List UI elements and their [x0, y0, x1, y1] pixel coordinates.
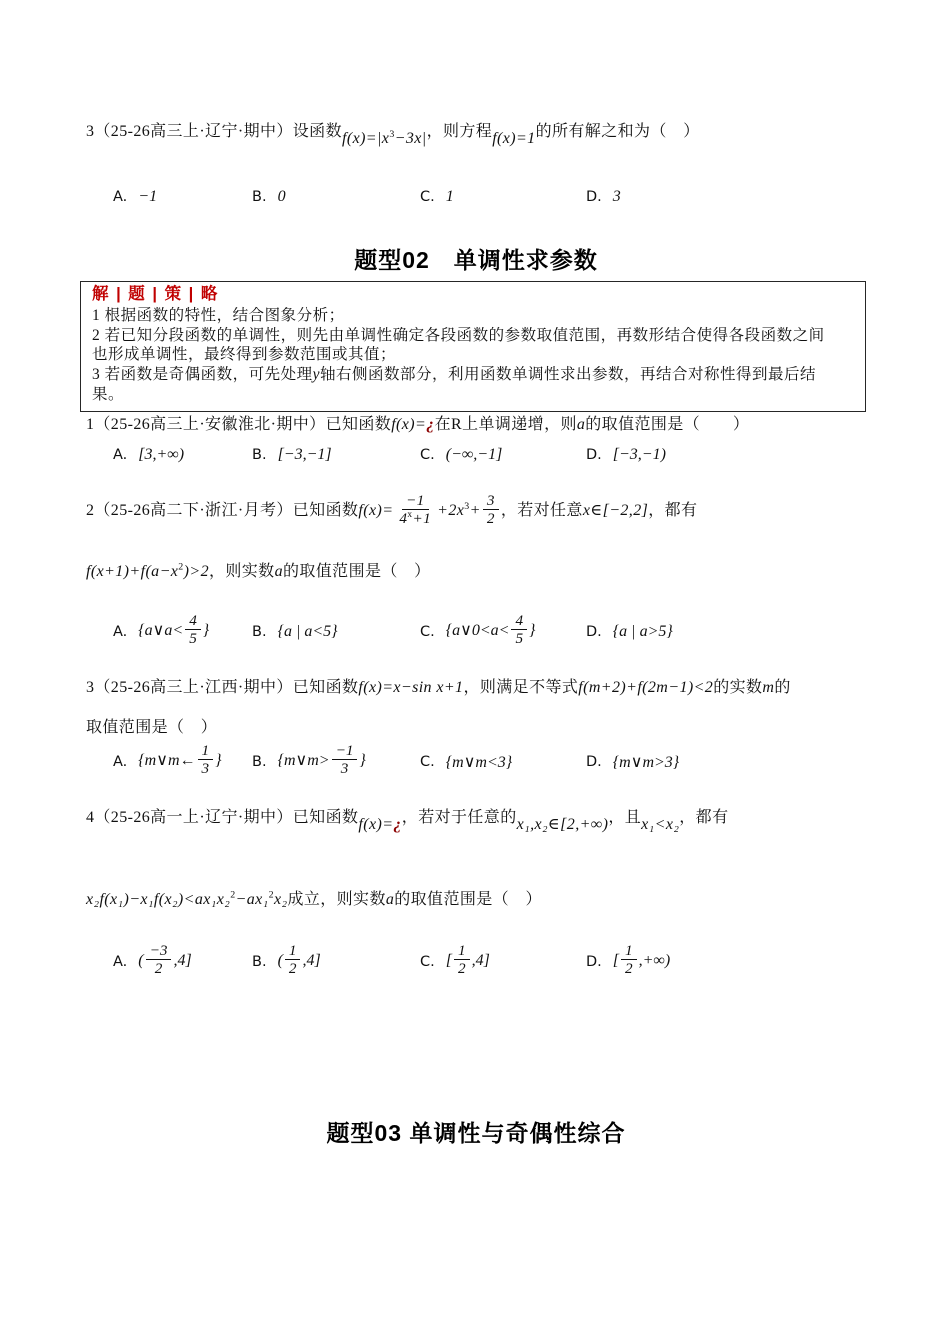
option-a-label: A. [113, 953, 128, 970]
option-b-value: {a | a<5} [277, 622, 338, 640]
option-a-value: {m∨m← $\frac{1}{3}$ } [138, 742, 222, 778]
option-d-label: D. [586, 447, 602, 463]
option-b-label: B. [252, 447, 267, 463]
option-a [113, 188, 252, 206]
option-a [113, 614, 252, 649]
option-c [420, 188, 586, 206]
option-b-label: B. [252, 623, 267, 640]
option-a-label: A. [113, 189, 128, 205]
question-4-options [86, 944, 893, 979]
strategy-box [80, 281, 866, 412]
option-b-value: 0 [277, 188, 286, 205]
option-c-value: (−∞,−1] [445, 446, 503, 463]
option-c-label: C. [420, 953, 435, 970]
option-c [420, 944, 586, 979]
option-a-value: −1 [138, 188, 158, 205]
option-b-label: B. [252, 953, 267, 970]
strategy-line-1: 1 根据函数的特性，结合图象分析； [92, 306, 345, 324]
strategy-line-2: 2 若已知分段函数的单调性，则先由单调性确定各段函数的参数取值范围，再数形结合使得各段函数之间也形成单调性，最终得到参数范围或其值； [92, 326, 825, 364]
option-a-value: [3,+∞) [138, 446, 185, 463]
option-b [252, 623, 420, 641]
option-d [586, 446, 893, 464]
question-4-line-1: 4（25-26高一上·辽宁·期中）已知函数f(x)=¿，若对于任意的x₁,x₂∈[2,+∞)，且x₁<x₂，都有 [86, 809, 729, 833]
option-a-label: A. [113, 447, 128, 463]
option-b [252, 944, 420, 979]
option-c [420, 752, 586, 772]
section-heading-03: 题型03 单调性与奇偶性综合 [326, 1120, 626, 1146]
option-c-value: {a∨0<a< $\frac{4}{5}$ } [445, 612, 536, 648]
question-1-line: 1（25-26高三上·安徽淮北·期中）已知函数f(x)=¿在R上单调递增，则a的取值范围是（ ） [86, 416, 750, 433]
option-c-label: C. [420, 189, 435, 205]
section-heading-02: 题型02 单调性求参数 [354, 247, 598, 273]
option-d-label: D. [586, 623, 602, 640]
option-d-value: {a | a>5} [612, 622, 673, 640]
option-b-label: B. [252, 189, 267, 205]
strategy-line-3: 3 若函数是奇偶函数，可先处理y轴右侧函数部分，利用函数单调性求出参数，再结合对称性得到最后结果。 [92, 366, 817, 403]
option-b [252, 188, 420, 206]
option-a-value: ( $\frac{-3}{2}$ ,4] [138, 942, 192, 978]
option-c-value: 1 [445, 188, 454, 205]
option-c-label: C. [420, 623, 435, 640]
option-d-value: 3 [612, 188, 621, 205]
question-top-line: 3（25-26高三上·辽宁·期中）设函数$f(x)=|x^3-3x|$，则方程f(x)=1的所有解之和为（ ） [86, 123, 700, 147]
option-a-label: A. [113, 753, 128, 770]
question-top-options [86, 188, 893, 206]
option-b [252, 446, 420, 464]
question-3-options [86, 744, 893, 779]
option-a [113, 944, 252, 979]
option-b-value: {m∨m> $\frac{-1}{3}$ } [277, 742, 366, 778]
option-c-value: [ $\frac{1}{2}$ ,4] [445, 942, 490, 978]
option-d-label: D. [586, 953, 602, 970]
question-3-line-1: 3（25-26高三上·江西·期中）已知函数f(x)=x−sin x+1，则满足不等式f(m+2)+f(2m−1)<2的实数m的 [86, 679, 791, 696]
question-2-line-1: 2（25-26高二下·浙江·月考）已知函数f(x)= $\frac{-1}{4^x+1}$ $+2x^3+$ $\frac{3}{2}$ ，若对任意x∈[−2,2]，都有 [86, 492, 698, 528]
option-d [586, 188, 893, 206]
option-d-value: {m∨m>3} [612, 753, 680, 771]
option-d-label: D. [586, 753, 602, 770]
option-a [113, 744, 252, 779]
option-d-label: D. [586, 189, 602, 205]
option-d [586, 944, 893, 979]
question-3-line-2: 取值范围是（ ） [86, 719, 218, 736]
question-2-options [86, 614, 893, 649]
option-c-label: C. [420, 447, 435, 463]
question-4-line-2: x₂f(x₁)−x₁f(x₂)<ax₁x₂$^2$−ax₁$^2$x₂成立，则实数a的取值范围是（ ） [86, 889, 542, 908]
option-a [113, 446, 252, 464]
strategy-box-title: 解 | 题 | 策 | 略 [92, 285, 219, 303]
question-1-options [86, 446, 893, 464]
option-a-label: A. [113, 623, 128, 640]
option-d-value: [−3,−1) [612, 446, 666, 463]
option-b-value: [−3,−1] [277, 446, 332, 463]
option-d [586, 623, 893, 641]
option-b-value: ( $\frac{1}{2}$ ,4] [277, 942, 321, 978]
option-c [420, 446, 586, 464]
option-d-value: [ $\frac{1}{2}$ ,+∞) [612, 942, 671, 978]
option-b [252, 744, 420, 779]
option-c-value: {m∨m<3} [445, 753, 513, 771]
option-d [586, 752, 893, 772]
question-2-line-2: $f(x+1)+f(a-x^2)>2$，则实数a的取值范围是（ ） [86, 561, 431, 580]
option-c-label: C. [420, 753, 435, 770]
option-a-value: {a∨a< $\frac{4}{5}$ } [138, 612, 210, 648]
option-b-label: B. [252, 753, 267, 770]
option-c [420, 614, 586, 649]
